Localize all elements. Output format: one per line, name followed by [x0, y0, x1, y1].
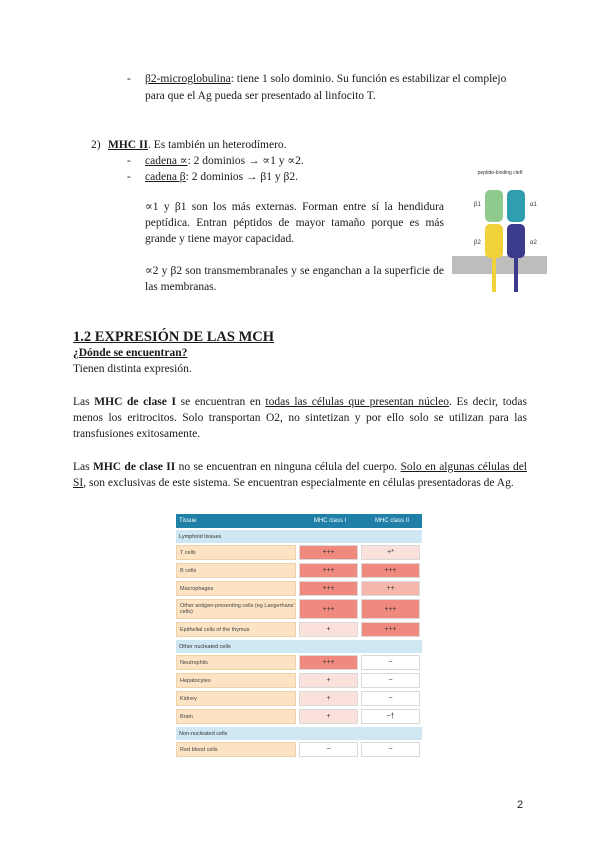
b2-term: β2-microglobulina — [145, 73, 231, 85]
table-cell-mhc2: − — [361, 673, 420, 688]
table-cell-mhc1: +++ — [299, 581, 358, 596]
label-alpha2: α2 — [530, 240, 537, 246]
table-cell-mhc1: +++ — [299, 545, 358, 560]
table-row-label: Neutrophils — [176, 655, 296, 670]
table-cell-mhc2: − — [361, 691, 420, 706]
table-cell-mhc2: +++ — [361, 563, 420, 578]
chain-beta-term: cadena β — [145, 171, 186, 183]
bullet-dash: - — [127, 171, 131, 183]
table-header-cell: Tissue — [179, 518, 197, 524]
beta2-domain — [485, 224, 503, 258]
table-row-label: B cells — [176, 563, 296, 578]
page-number: 2 — [517, 799, 524, 811]
table-cell-mhc2: − — [361, 655, 420, 670]
mhc2-title: MHC II — [108, 139, 148, 151]
section-question-text: ¿Dónde se encuentran? — [73, 347, 188, 359]
label-alpha1: α1 — [530, 202, 537, 208]
table-row-label: Epithelial cells of the thymus — [176, 622, 296, 637]
alpha-tail — [514, 258, 518, 292]
table-cell-mhc2: − — [361, 742, 420, 757]
chain-alpha-rest: : 2 dominios → ∝1 y ∝2. — [187, 155, 304, 167]
table-cell-mhc2: −† — [361, 709, 420, 724]
table-cell-mhc1: + — [299, 709, 358, 724]
mhc2-molecule-figure — [452, 162, 547, 294]
table-row-label: Hepatocytes — [176, 673, 296, 688]
b2-microglobulin-line-1 — [145, 72, 506, 87]
mhc2-title-line — [108, 138, 287, 153]
table-cell-mhc1: +++ — [299, 599, 358, 619]
table-section-title: Lymphoid tissues — [176, 530, 422, 543]
table-header-cell: MHC class II — [374, 518, 409, 524]
list-number: 2) — [91, 139, 101, 151]
table-row-label: Kidney — [176, 691, 296, 706]
label-beta1: β1 — [474, 202, 481, 208]
section-answer: Tienen distinta expresión. — [73, 363, 192, 375]
table-section-title: Other nucleated cells — [176, 640, 422, 653]
chain-beta-rest: : 2 dominios → β1 y β2. — [185, 171, 298, 183]
mhc2-paragraph-1: ∝1 y β1 son los más externas. Forman entre sí la hendidura peptídica. Entran péptidos de mayor tamaño porque es más grande y tiene mayor capacidad. — [145, 201, 444, 245]
table-row-label: T cells — [176, 545, 296, 560]
alpha2-domain — [507, 224, 525, 258]
section-heading — [73, 328, 274, 346]
table-cell-mhc2: +++ — [361, 622, 420, 637]
label-beta2: β2 — [474, 240, 481, 246]
mhc2-title-rest: . Es también un heterodímero. — [147, 139, 287, 151]
alpha1-domain — [507, 190, 525, 222]
bullet-dash: - — [127, 73, 131, 85]
table-section-title: Non-nucleated cells — [176, 727, 422, 740]
table-row-label: Red blood cells — [176, 742, 296, 757]
table-row-label: Other antigen-presenting cells (eg Langerhans' cells) — [176, 599, 296, 619]
table-cell-mhc1: + — [299, 622, 358, 637]
table-cell-mhc2: +* — [361, 545, 420, 560]
beta1-domain — [485, 190, 503, 222]
table-header-cell: MHC class I — [313, 518, 347, 524]
cell-membrane — [452, 256, 547, 274]
table-cell-mhc1: − — [299, 742, 358, 757]
table-row-label: Brain — [176, 709, 296, 724]
paragraph-mhc-class-2: Las MHC de clase II no se encuentran en ninguna célula del cuerpo. Solo en algunas células del SI, son exclusivas de este sistema. Se encuentran especialmente en células presentadoras de Ag. — [73, 461, 528, 489]
table-cell-mhc1: +++ — [299, 655, 358, 670]
chain-alpha-term: cadena ∝ — [145, 155, 188, 167]
mhc2-paragraph-2: ∝2 y β2 son transmembranales y se enganchan a la superficie de las membranas. — [145, 265, 444, 293]
table-cell-mhc2: ++ — [361, 581, 420, 596]
paragraph-mhc-class-1: Las MHC de clase I se encuentran en todas las células que presentan núcleo. Es decir, todas menos los eritrocitos. Solo transportan O2, no sintetizan y por ello solo se utilizan para las transfusiones exitosamente. — [73, 396, 527, 440]
beta-tail — [492, 258, 496, 292]
cleft-label: peptide-binding cleft — [477, 170, 523, 176]
table-cell-mhc1: +++ — [299, 563, 358, 578]
chain-beta-line — [145, 170, 298, 185]
section-heading-text: 1.2 EXPRESIÓN DE LAS MCH — [73, 329, 275, 345]
table-cell-mhc1: + — [299, 673, 358, 688]
section-question — [73, 346, 187, 361]
chain-alpha-line — [145, 154, 304, 169]
mhc-expression-table — [176, 514, 422, 776]
b2-microglobulin-line-2: para que el Ag pueda ser presentado al linfocito T. — [145, 90, 376, 102]
b2-rest: : tiene 1 solo dominio. Su función es estabilizar el complejo — [230, 73, 507, 85]
table-header — [176, 514, 422, 528]
bullet-dash: - — [127, 155, 131, 167]
table-row-label: Macrophages — [176, 581, 296, 596]
table-cell-mhc1: + — [299, 691, 358, 706]
table-cell-mhc2: +++ — [361, 599, 420, 619]
